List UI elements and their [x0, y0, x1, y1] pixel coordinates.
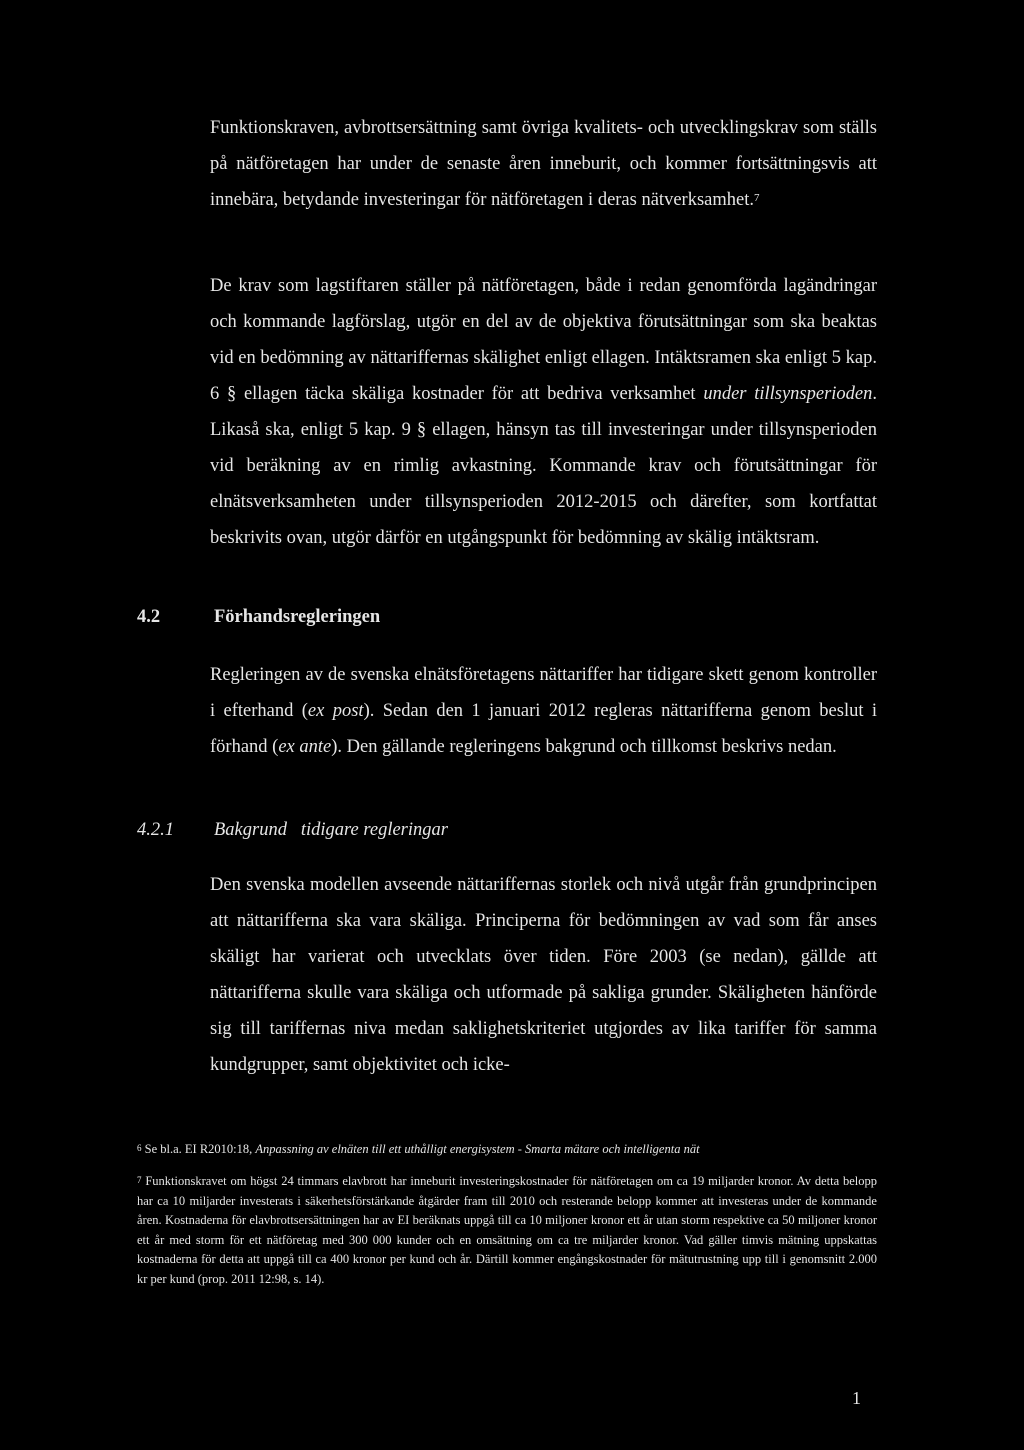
- section-number: 4.2.1: [137, 820, 174, 840]
- footnote-ref-7[interactable]: 7: [753, 192, 760, 204]
- section-title: Bakgrund tidigare regleringar: [214, 820, 448, 840]
- paragraph-text: De krav som lagstiftaren ställer på nätföretagen, både i redan genomförda lagändringar och kommande lagförslag, utgör en del av de objektiva förutsättningar som ska beaktas vid en bedömning av nättariffernas skälighet enligt ellagen. Intäktsramen ska enligt 5 kap. 6 § ellagen täcka skäliga kostnader för att bedriva verksamhet: [210, 276, 877, 404]
- paragraph-text: Regleringen av de svenska elnätsföretagens nättariffer har tidigare skett genom kontroller i efterhand (: [210, 665, 877, 721]
- paragraph-text: ). Sedan den 1 januari 2012 regleras nättarifferna genom beslut i förhand (: [210, 701, 878, 757]
- paragraph-text: Funktionskraven, avbrottsersättning samt övriga kvalitets- och utvecklingskrav som ställs på nätföretagen har under de senaste åren inneburit, och kommer fortsättningsvis att innebära, betydande investeringar för nätföretagen i deras nätverksamhet.: [210, 118, 877, 210]
- footnote-7: [137, 1172, 877, 1289]
- paragraph-swedish-model: [210, 867, 877, 1083]
- page-number: 1: [852, 1388, 861, 1408]
- paragraph-legal-requirements: [210, 268, 877, 556]
- footnote-number: 6: [137, 1143, 142, 1153]
- paragraph-text: Den svenska modellen avseende nättariffernas storlek och nivå utgår från grundprincipen att nättarifferna ska vara skäliga. Principerna för bedömningen av vad som får anses skäligt har varierat och utvecklats över tiden. Före 2003 (se nedan), gällde att nättarifferna skulle vara skäliga och utformade på sakliga grunder. Skäligheten hänförde sig till tariffernas niva medan saklighetskriteriet utgjordes av lika tariffer för samma kundgrupper, samt objektivitet och icke-: [210, 875, 877, 1075]
- section-number: 4.2: [137, 607, 161, 627]
- paragraph-regulation-background: [210, 657, 877, 765]
- section-title: Förhandsregleringen: [214, 607, 381, 627]
- paragraph-investment-requirements: [210, 110, 877, 218]
- footnote-title: Anpassning av elnäten till ett uthålligt energisystem - Smarta mätare och intelligenta nät: [255, 1142, 700, 1156]
- footnote-text: Se bl.a. EI R2010:18,: [144, 1142, 256, 1156]
- paragraph-text: ). Den gällande regleringens bakgrund och tillkomst beskrivs nedan.: [331, 737, 837, 757]
- footnote-number: 7: [137, 1175, 142, 1185]
- italic-term: under tillsynsperioden: [703, 384, 873, 404]
- footnote-text: Funktionskravet om högst 24 timmars elavbrott har inneburit investeringskostnader för nätföretagen om ca 19 miljarder kronor. Av detta belopp har ca 10 miljarder investerats i säkerhetsförstärkande åtgärder fram till 2010 och resterande belopp kommer att investeras under de kommande åren. Kostnaderna för elavbrottsersättningen har av EI beräknats uppgå till ca 10 miljoner kronor ett år utan storm respektive ca 50 miljoner kronor ett år med storm för ett nätföretag med 300 000 kunder och en omsättning om ca tre miljarder kronor. Vad gäller timvis mätning uppskattas kostnaderna för detta att uppgå till ca 400 kronor per kund och år. Därtill kommer engångskostnader för mätutrustning upp till i genomsnitt 2.000 kr per kund (prop. 2011 12:98, s. 14).: [137, 1174, 878, 1286]
- footnote-6: [137, 1140, 877, 1160]
- paragraph-text: . Likaså ska, enligt 5 kap. 9 § ellagen, hänsyn tas till investeringar under tillsynsperioden vid beräkning av en rimlig avkastning. Kommande krav och förutsättningar för elnätsverksamheten under tillsynsperioden 2012-2015 och därefter, som kortfattat beskrivits ovan, utgör därför en utgångspunkt för bedömning av skälig intäktsram.: [210, 384, 878, 548]
- italic-term: ex ante: [278, 737, 332, 757]
- italic-term: ex post: [307, 701, 364, 721]
